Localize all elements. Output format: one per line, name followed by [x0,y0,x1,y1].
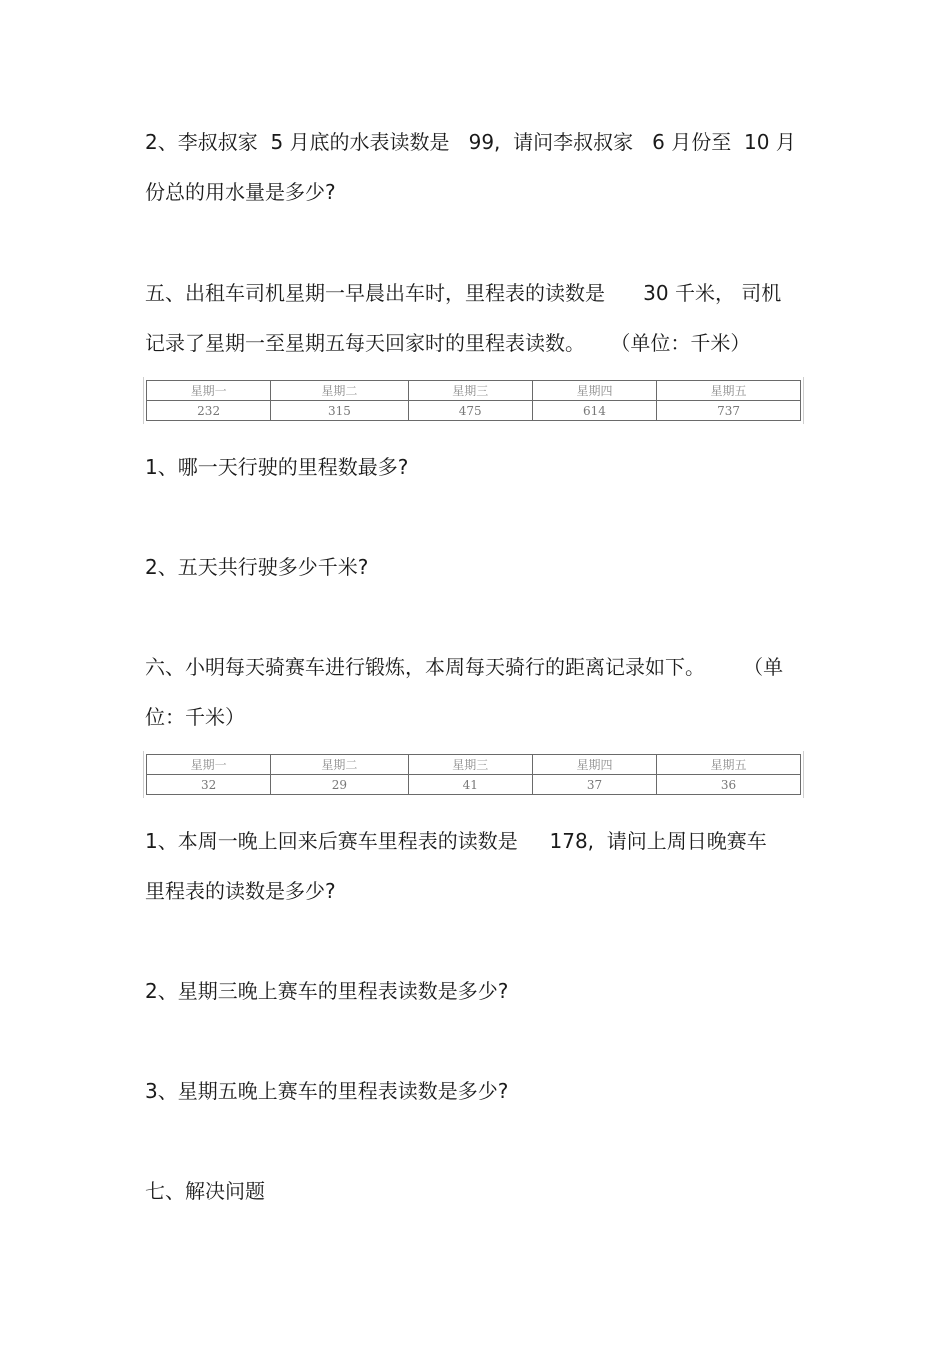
value-cell: 32 [147,775,271,795]
header-cell: 星期二 [271,755,408,775]
value-cell: 315 [271,401,408,421]
value-cell: 232 [147,401,271,421]
value-cell: 37 [532,775,656,795]
value-cell: 41 [408,775,532,795]
section-6-question-2: 2、星期三晚上赛车的里程表读数是多少? [145,979,509,1003]
odometer-table-wrapper [143,377,804,424]
table-header-row [147,381,801,401]
value-cell: 614 [532,401,656,421]
header-cell: 星期一 [147,381,271,401]
value-cell: 36 [657,775,801,795]
value-cell: 475 [408,401,532,421]
cycling-table [146,754,801,795]
section-6-question-3: 3、星期五晚上赛车的里程表读数是多少? [145,1079,509,1103]
section-7-heading: 七、解决问题 [145,1179,265,1203]
header-cell: 星期三 [408,755,532,775]
section-6-line-2: 位：千米） [145,705,245,729]
odometer-table [146,380,801,421]
table-row [147,401,801,421]
section-6-line-1: 六、小明每天骑赛车进行锻炼，本周每天骑行的距离记录如下。 （单 [145,655,784,679]
question-2-line-1: 2、李叔叔家 5 月底的水表读数是 99, 请问李叔叔家 6 月份至 10 月 [145,130,796,154]
header-cell: 星期四 [532,755,656,775]
section-5-line-2: 记录了星期一至星期五每天回家时的里程表读数。 （单位：千米） [145,331,751,355]
header-cell: 星期一 [147,755,271,775]
header-cell: 星期三 [408,381,532,401]
table-header-row [147,755,801,775]
question-2-line-2: 份总的用水量是多少? [145,180,336,204]
table-row [147,775,801,795]
cycling-table-wrapper [143,751,804,798]
section-6-question-1-line-1: 1、本周一晚上回来后赛车里程表的读数是 178, 请问上周日晚赛车 [145,829,767,853]
section-5-question-1: 1、哪一天行驶的里程数最多? [145,455,409,479]
header-cell: 星期五 [657,755,801,775]
section-5-line-1: 五、出租车司机星期一早晨出车时，里程表的读数是 30 千米， 司机 [145,281,782,305]
header-cell: 星期五 [657,381,801,401]
header-cell: 星期四 [532,381,656,401]
value-cell: 29 [271,775,408,795]
header-cell: 星期二 [271,381,408,401]
value-cell: 737 [657,401,801,421]
section-5-question-2: 2、五天共行驶多少千米? [145,555,369,579]
section-6-question-1-line-2: 里程表的读数是多少? [145,879,336,903]
